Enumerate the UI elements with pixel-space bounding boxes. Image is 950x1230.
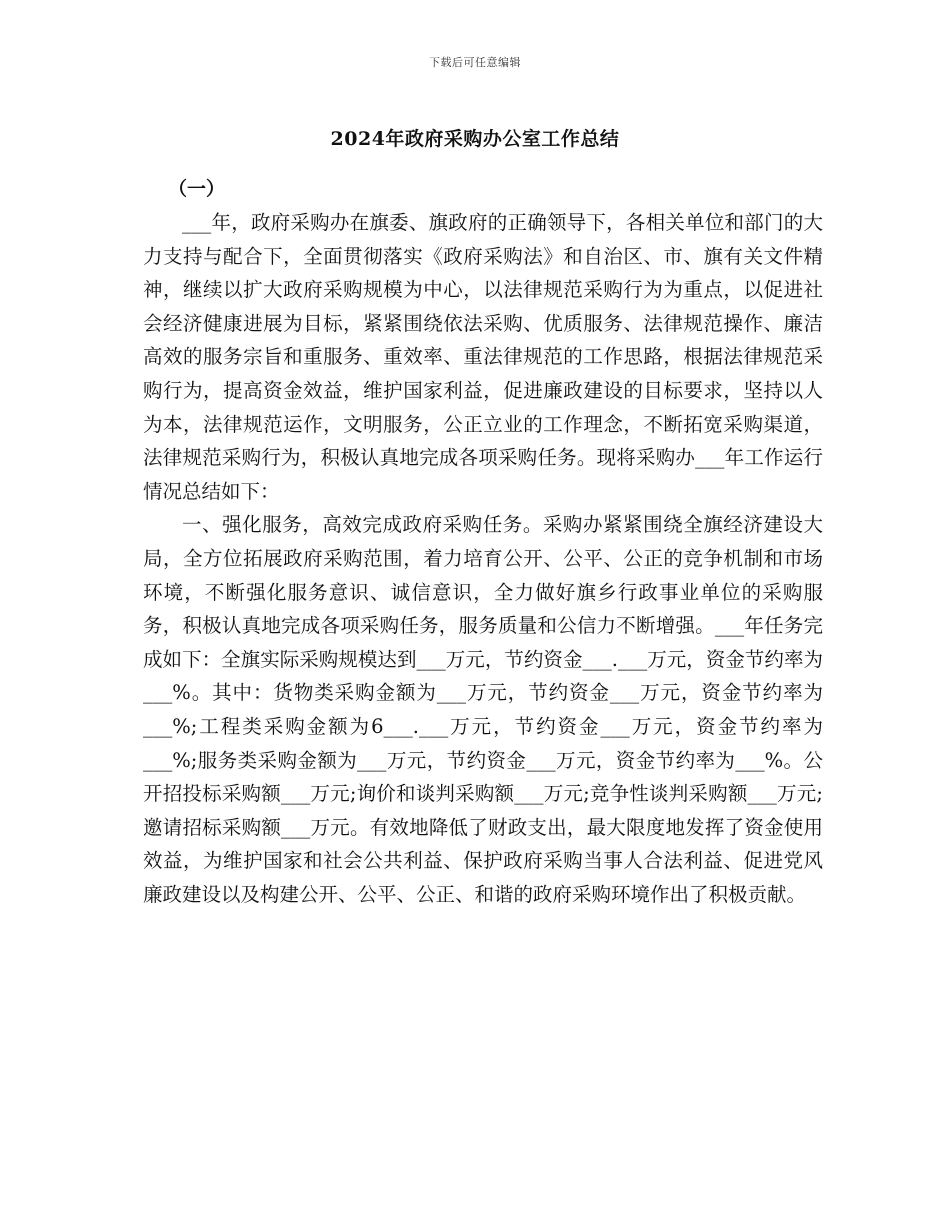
section-label: （一） [168, 178, 226, 200]
document-body [143, 206, 823, 911]
paragraph-section-one: 一、强化服务，高效完成政府采购任务。采购办紧紧围绕全旗经济建设大局，全方位拓展政府采购范围，着力培育公开、公平、公正的竞争机制和市场环境，不断强化服务意识、诚信意识，全力做好旗乡行政事业单位的采购服务，积极认真地完成各项采购任务，服务质量和公信力不断增强。___年任务完成如下：全旗实际采购规模达到___万元，节约资金___.___万元，资金节约率为___%。其中：货物类采购金额为___万元，节约资金___万元，资金节约率为___%;工程类采购金额为6___.___万元，节约资金___万元，资金节约率为___%;服务类采购金额为___万元，节约资金___万元，资金节约率为___%。公开招投标采购额___万元;询价和谈判采购额___万元;竞争性谈判采购额___万元;邀请招标采购额___万元。有效地降低了财政支出，最大限度地发挥了资金使用效益，为维护国家和社会公共利益、保护政府采购当事人合法利益、促进党风廉政建设以及构建公开、公平、公正、和谐的政府采购环境作出了积极贡献。 [143, 513, 823, 906]
document-title: 2024年政府采购办公室工作总结 [330, 128, 620, 150]
paragraph-intro: ___年，政府采购办在旗委、旗政府的正确领导下，各相关单位和部门的大力支持与配合下，全面贯彻落实《政府采购法》和自治区、市、旗有关文件精神，继续以扩大政府采购规模为中心，以法律规范采购行为为重点，以促进社会经济健康进展为目标，紧紧围绕依法采购、优质服务、法律规范操作、廉洁高效的服务宗旨和重服务、重效率、重法律规范的工作思路，根据法律规范采购行为，提高资金效益，维护国家利益，促进廉政建设的目标要求，坚持以人为本，法律规范运作，文明服务，公正立业的工作理念，不断拓宽采购渠道，法律规范采购行为，积极认真地完成各项采购任务。现将采购办___年工作运行情况总结如下： [143, 211, 823, 503]
header-note: 下载后可任意编辑 [429, 56, 521, 69]
